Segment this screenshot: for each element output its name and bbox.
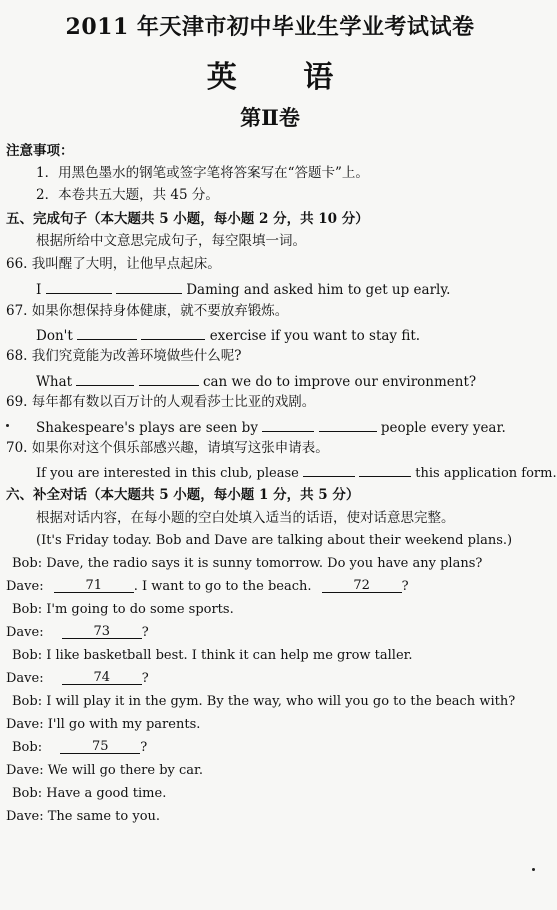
dialogue-text: We will go there by car. [47, 763, 203, 778]
volume-title: 第Ⅱ卷 [240, 105, 300, 130]
sentence-end: can we do to improve our environment? [202, 374, 477, 390]
answer-blank[interactable] [116, 279, 182, 294]
scan-speck [6, 424, 9, 427]
question-number: 70. [6, 440, 28, 456]
notes-item-2: 2．本卷共五大题，共 45 分。 [36, 187, 219, 203]
section5-instruction: 根据所给中文意思完成句子，每空限填一词。 [36, 233, 306, 249]
blank-number: 75 [91, 739, 109, 754]
speaker-label: Dave: [6, 579, 44, 594]
dialogue-end: ? [140, 740, 148, 755]
dialogue-text: Have a good time. [46, 786, 167, 801]
question-chinese: 每年都有数以百万计的人观看莎士比亚的戏剧。 [31, 394, 316, 410]
dialogue-line [12, 739, 147, 757]
question-chinese: 我叫醒了大明，让他早点起床。 [31, 256, 221, 272]
sentence-start: If you are interested in this club, please [36, 466, 299, 481]
answer-blank[interactable] [62, 670, 142, 685]
dialogue-line [6, 808, 160, 826]
answer-blank[interactable] [62, 624, 142, 639]
sentence-start: Don't [36, 328, 73, 344]
answer-blank[interactable] [303, 462, 355, 477]
question-chinese: 如果你对这个俱乐部感兴趣，请填写这张申请表。 [31, 440, 329, 456]
answer-blank[interactable] [322, 578, 402, 593]
sentence-end: exercise if you want to stay fit. [209, 328, 421, 344]
sentence-end: Daming and asked him to get up early. [186, 282, 451, 298]
speaker-label: Bob: [12, 648, 43, 663]
question-chinese: 我们究竟能为改善环境做些什么呢? [31, 348, 242, 364]
answer-blank[interactable] [60, 739, 140, 754]
answer-blank[interactable] [76, 371, 134, 386]
dialogue-line [12, 601, 234, 619]
question-66-cn [6, 255, 221, 273]
question-68-en [36, 371, 476, 391]
section6-heading: 六、补全对话（本大题共 5 小题，每小题 1 分，共 5 分） [6, 487, 360, 503]
dialogue-text: I'll go with my parents. [47, 717, 201, 732]
speaker-label: Dave: [6, 763, 44, 778]
dialogue-text: I like basketball best. I think it can help me grow taller. [46, 648, 413, 663]
speaker-label: Bob: [12, 786, 43, 801]
question-70-en [36, 462, 557, 483]
question-69-en [36, 417, 506, 437]
question-chinese: 如果你想保持身体健康，就不要放弃锻炼。 [31, 303, 289, 319]
dialogue-line [12, 785, 166, 803]
section6-instruction: 根据对话内容，在每小题的空白处填入适当的话语，使对话意思完整。 [36, 510, 455, 526]
question-number: 68. [6, 348, 28, 364]
dialogue-end: ? [401, 579, 409, 594]
dialogue-text: I will play it in the gym. By the way, who will you go to the beach with? [46, 694, 516, 709]
sentence-end: this application form. [415, 466, 557, 481]
sentence-start: What [36, 374, 73, 390]
question-69-cn [6, 393, 315, 411]
speaker-label: Dave: [6, 809, 44, 824]
sentence-end: people every year. [380, 420, 506, 436]
subject-title: 英 语 [206, 60, 362, 95]
dialogue-line [12, 647, 413, 665]
exam-title: 2011 年天津市初中毕业生学业考试试卷 [65, 14, 475, 40]
question-68-cn [6, 347, 242, 365]
answer-blank[interactable] [46, 279, 112, 294]
speaker-label: Bob: [12, 740, 43, 755]
dialogue-text: . I want to go to the beach. [133, 579, 312, 594]
dialogue-context: (It's Friday today. Bob and Dave are talking about their weekend plans.) [36, 533, 513, 548]
answer-blank[interactable] [139, 371, 199, 386]
question-number: 69. [6, 394, 28, 410]
answer-blank[interactable] [359, 462, 411, 477]
section5-heading: 五、完成句子（本大题共 5 小题，每小题 2 分，共 10 分） [6, 211, 369, 227]
speaker-label: Bob: [12, 602, 43, 617]
dialogue-line [12, 555, 482, 573]
question-67-cn [6, 302, 288, 320]
dialogue-text: I'm going to do some sports. [46, 602, 234, 617]
speaker-label: Dave: [6, 717, 44, 732]
question-70-cn [6, 439, 329, 457]
scan-speck [532, 868, 535, 871]
blank-number: 72 [353, 578, 370, 593]
dialogue-line [6, 716, 200, 734]
question-number: 67. [6, 303, 28, 319]
dialogue-text: Dave, the radio says it is sunny tomorrow. Do you have any plans? [46, 556, 483, 571]
speaker-label: Bob: [12, 556, 43, 571]
sentence-start: I [36, 282, 42, 298]
blank-number: 71 [85, 578, 102, 593]
question-67-en [36, 325, 420, 345]
dialogue-text: The same to you. [47, 809, 161, 824]
dialogue-line [6, 624, 149, 642]
notes-item-1: 1．用黑色墨水的钢笔或签字笔将答案写在“答题卡”上。 [36, 165, 369, 181]
dialogue-line [6, 578, 409, 596]
blank-number: 74 [93, 670, 110, 685]
sentence-start: Shakespeare's plays are seen by [36, 420, 258, 436]
speaker-label: Dave: [6, 625, 44, 640]
dialogue-end: ? [141, 671, 149, 686]
answer-blank[interactable] [54, 578, 134, 593]
dialogue-line [12, 693, 515, 711]
question-number: 66. [6, 256, 28, 272]
answer-blank[interactable] [319, 417, 377, 432]
answer-blank[interactable] [77, 325, 137, 340]
dialogue-line [6, 762, 203, 780]
answer-blank[interactable] [141, 325, 205, 340]
dialogue-end: ? [141, 625, 149, 640]
blank-number: 73 [93, 624, 110, 639]
dialogue-line [6, 670, 149, 688]
answer-blank[interactable] [262, 417, 314, 432]
question-66-en [36, 279, 450, 299]
speaker-label: Dave: [6, 671, 44, 686]
notes-heading: 注意事项： [6, 143, 74, 159]
speaker-label: Bob: [12, 694, 43, 709]
